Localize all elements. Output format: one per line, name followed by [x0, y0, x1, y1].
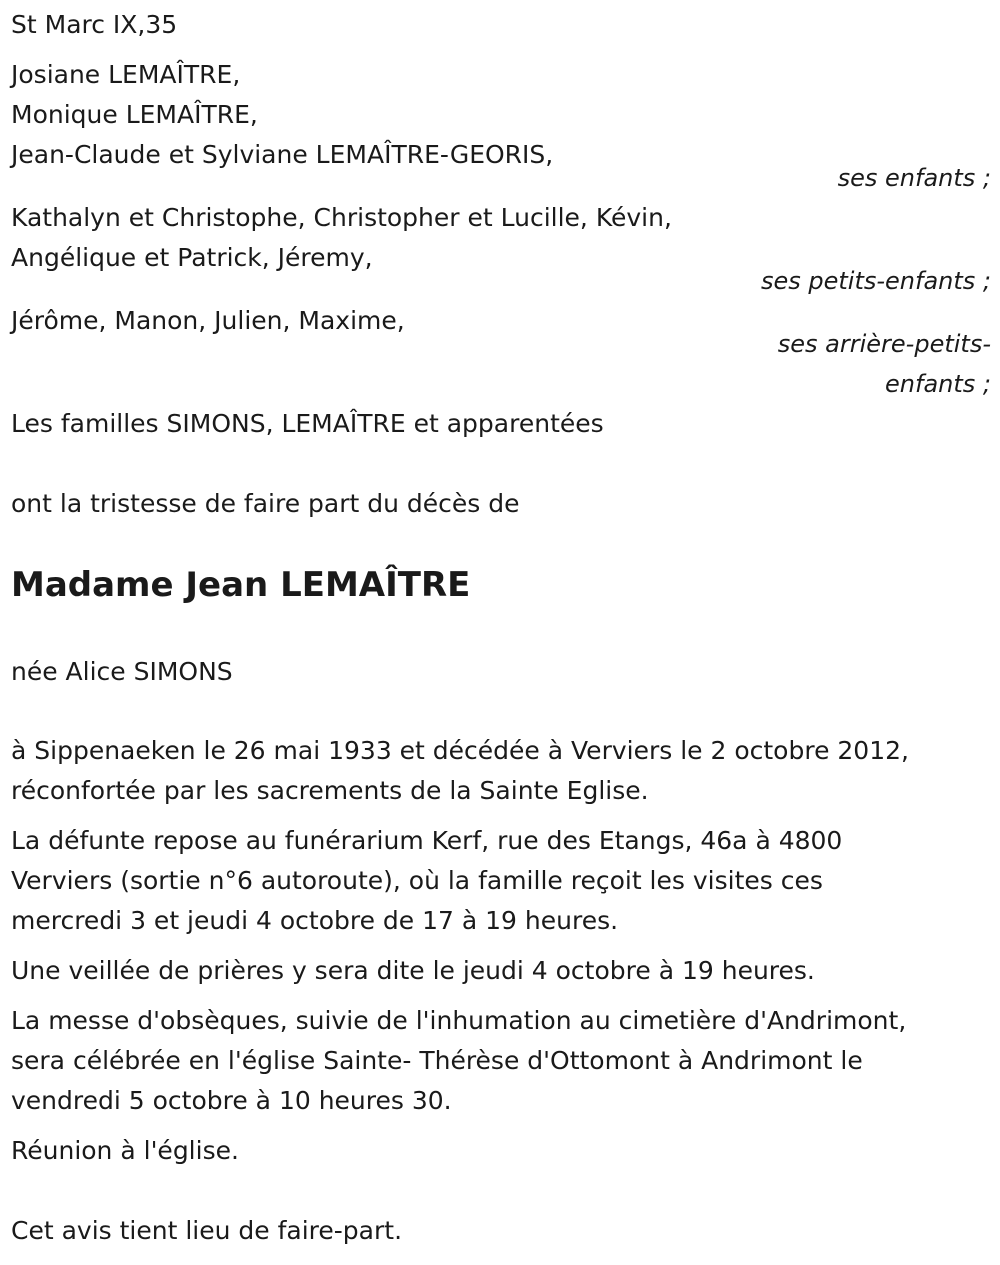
relation-children: ses enfants ; — [837, 164, 991, 192]
closing-line: Cet avis tient lieu de faire-part. — [11, 1216, 403, 1245]
birth-death-line: réconfortée par les sacrements de la Sainte Eglise. — [11, 776, 649, 805]
funeral-home-line: mercredi 3 et jeudi 4 octobre de 17 à 19 heures. — [11, 906, 619, 935]
child-name: Josiane LEMAÎTRE, — [11, 60, 241, 89]
funeral-home-line: Verviers (sortie n°6 autoroute), où la famille reçoit les visites ces — [11, 866, 823, 895]
grandchild-name: Angélique et Patrick, Jéremy, — [11, 243, 373, 272]
child-name: Jean-Claude et Sylviane LEMAÎTRE-GEORIS, — [11, 140, 554, 169]
child-name: Monique LEMAÎTRE, — [11, 100, 258, 129]
funeral-home-line: La défunte repose au funérarium Kerf, rue des Etangs, 46a à 4800 — [11, 826, 843, 855]
relation-great-grandchildren: enfants ; — [885, 370, 991, 398]
relation-grandchildren: ses petits-enfants ; — [760, 267, 991, 295]
relation-great-grandchildren: ses arrière-petits- — [777, 330, 991, 358]
mass-line: vendredi 5 octobre à 10 heures 30. — [11, 1086, 452, 1115]
mass-line: La messe d'obsèques, suivie de l'inhumation au cimetière d'Andrimont, — [11, 1006, 907, 1035]
great-grandchild-name: Jérôme, Manon, Julien, Maxime, — [11, 306, 405, 335]
families-line: Les familles SIMONS, LEMAÎTRE et apparentées — [11, 409, 604, 438]
deceased-name: Madame Jean LEMAÎTRE — [11, 565, 471, 605]
birth-death-line: à Sippenaeken le 26 mai 1933 et décédée à Verviers le 2 octobre 2012, — [11, 736, 909, 765]
bible-verse: St Marc IX,35 — [11, 10, 178, 39]
announcement: ont la tristesse de faire part du décès de — [11, 489, 520, 518]
vigil-line: Une veillée de prières y sera dite le jeudi 4 octobre à 19 heures. — [11, 956, 815, 985]
mass-line: sera célébrée en l'église Sainte- Thérèse d'Ottomont à Andrimont le — [11, 1046, 863, 1075]
grandchild-name: Kathalyn et Christophe, Christopher et Lucille, Kévin, — [11, 203, 672, 232]
meeting-line: Réunion à l'église. — [11, 1136, 239, 1165]
maiden-name: née Alice SIMONS — [11, 657, 233, 686]
